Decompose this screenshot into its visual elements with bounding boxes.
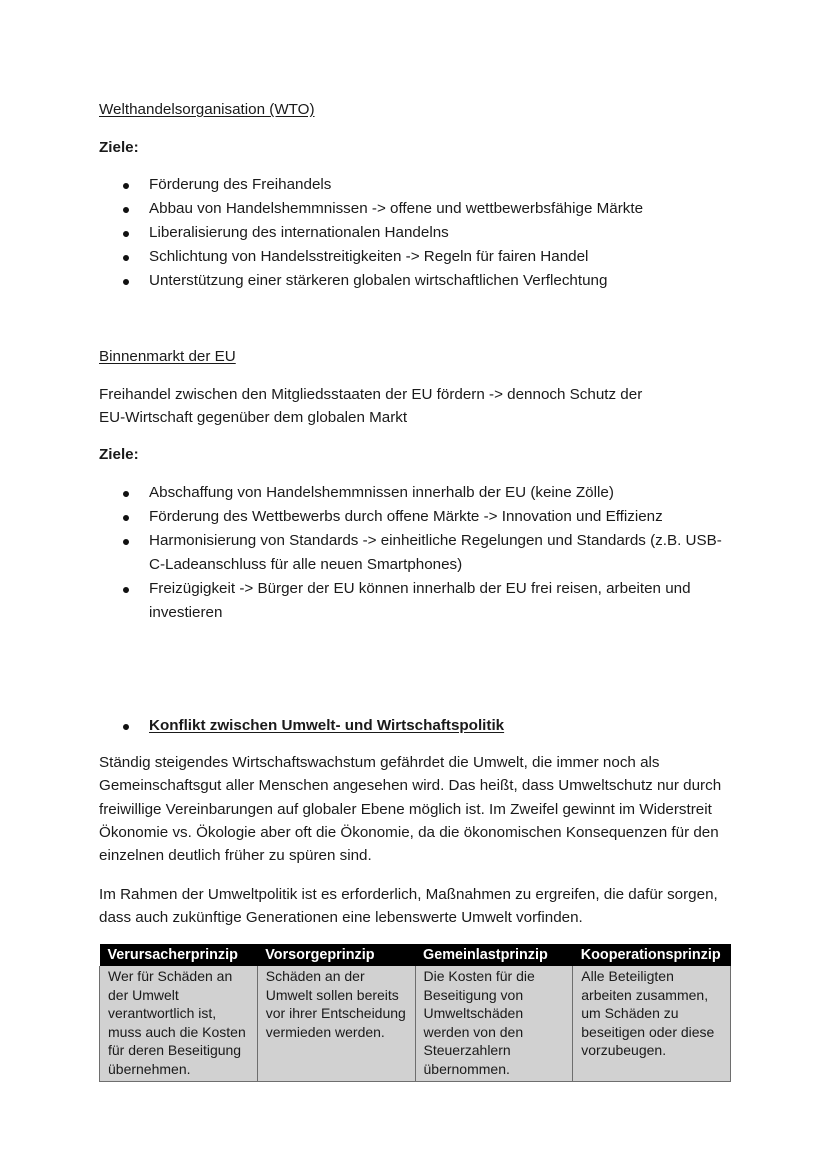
list-item: Förderung des Wettbewerbs durch offene Märkte -> Innovation und Effizienz	[99, 505, 739, 529]
list-item: Schlichtung von Handelsstreitigkeiten -> Regeln für fairen Handel	[99, 245, 739, 269]
cell-gemeinlastprinzip: Die Kosten für die Beseitigung von Umweltschäden werden von den Steuerzahlern übernommen.	[415, 966, 573, 1081]
list-item: Unterstützung einer stärkeren globalen wirtschaftlichen Verflechtung	[99, 269, 739, 293]
eu-goals-list	[99, 481, 739, 625]
cell-verursacherprinzip: Wer für Schäden an der Umwelt verantwortlich ist, muss auch die Kosten für deren Beseitigung übernehmen.	[100, 966, 258, 1081]
conflict-paragraph-1: Ständig steigendes Wirtschaftswachstum gefährdet die Umwelt, die immer noch als Gemeinschaftsgut aller Menschen angesehen wird. Das heißt, dass Umweltschutz nur durch freiwillige Vereinbarungen auf globaler Ebene möglich ist. Im Zweifel gewinnt im Widerstreit Ökonomie vs. Ökologie aber oft die Ökonomie, da die ökonomischen Konsequenzen für den einzelnen deutlich früher zu spüren sind.	[99, 754, 722, 865]
list-item: Abschaffung von Handelshemmnissen innerhalb der EU (keine Zölle)	[99, 481, 739, 505]
wto-goals-label: Ziele:	[99, 139, 139, 156]
list-item: Abbau von Handelshemmnissen -> offene und wettbewerbsfähige Märkte	[99, 197, 739, 221]
cell-vorsorgeprinzip: Schäden an der Umwelt sollen bereits vor ihrer Entscheidung vermieden werden.	[257, 966, 415, 1081]
eu-goals-label: Ziele:	[99, 446, 139, 463]
table-row	[100, 966, 731, 1081]
eu-intro-line-1: Freihandel zwischen den Mitgliedsstaaten der EU fördern -> dennoch Schutz der	[99, 386, 643, 403]
list-item: Förderung des Freihandels	[99, 173, 739, 197]
eu-intro-line-2: EU-Wirtschaft gegenüber dem globalen Markt	[99, 409, 408, 426]
header-kooperationsprinzip: Kooperationsprinzip	[573, 944, 731, 966]
list-item: Freizügigkeit -> Bürger der EU können innerhalb der EU frei reisen, arbeiten und investieren	[99, 577, 739, 625]
wto-heading: Welthandelsorganisation (WTO)	[99, 101, 315, 118]
header-gemeinlastprinzip: Gemeinlastprinzip	[415, 944, 573, 966]
list-item: Liberalisierung des internationalen Handelns	[99, 221, 739, 245]
header-verursacherprinzip: Verursacherprinzip	[100, 944, 258, 966]
list-item: Harmonisierung von Standards -> einheitliche Regelungen und Standards (z.B. USB-C-Ladeanschluss für alle neuen Smartphones)	[99, 529, 739, 577]
table-header-row	[100, 944, 731, 966]
eu-heading: Binnenmarkt der EU	[99, 348, 236, 365]
header-vorsorgeprinzip: Vorsorgeprinzip	[257, 944, 415, 966]
cell-kooperationsprinzip: Alle Beteiligten arbeiten zusammen, um Schäden zu beseitigen oder diese vorzubeugen.	[573, 966, 731, 1081]
principles-table	[99, 944, 731, 1082]
wto-goals-list	[99, 173, 739, 293]
conflict-heading: Konflikt zwischen Umwelt- und Wirtschaftspolitik	[99, 714, 504, 738]
conflict-paragraph-2: Im Rahmen der Umweltpolitik ist es erforderlich, Maßnahmen zu ergreifen, die dafür sorgen, dass auch zukünftige Generationen eine lebenswerte Umwelt vorfinden.	[99, 886, 718, 927]
